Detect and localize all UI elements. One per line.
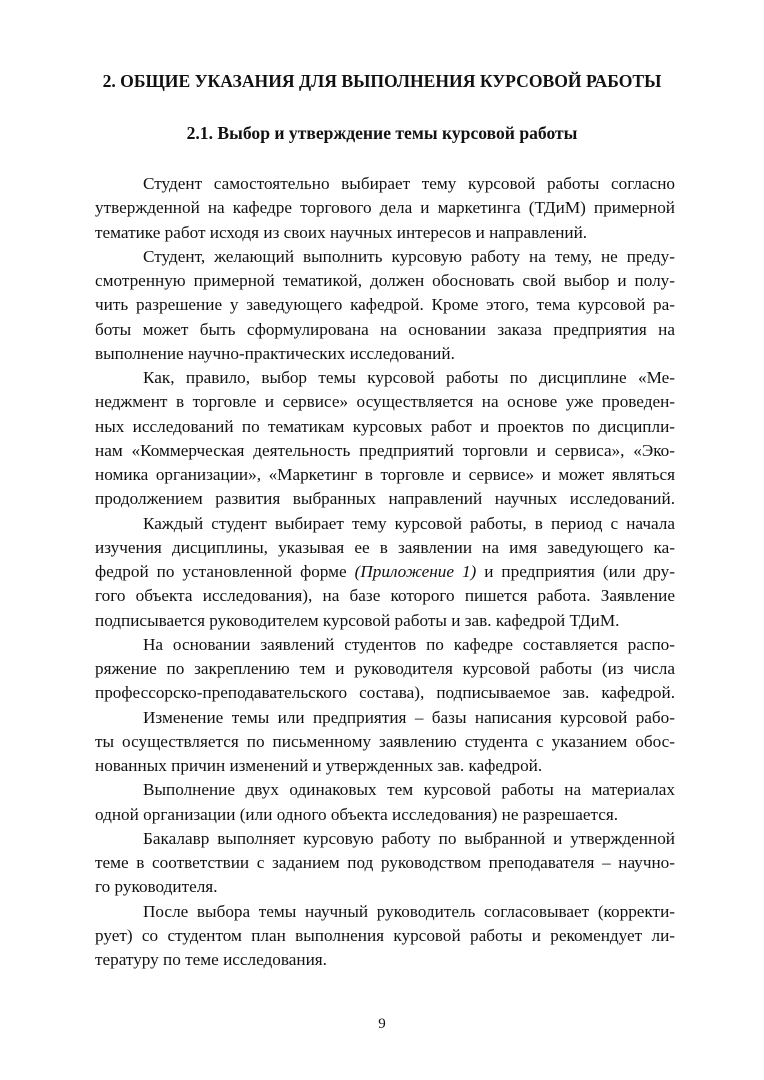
text-line: неджмент в торговле и сервисе» осуществляется на основе уже проведен- [95, 392, 675, 412]
paragraph-5 [95, 633, 675, 706]
section-title: 2.1. Выбор и утверждение темы курсовой работы [186, 123, 578, 143]
text-line: теме в соответствии с заданием под руководством преподавателя – научно- [95, 853, 675, 872]
text-line: профессорско-преподавательского состава), подписываемое зав. кафедрой. [95, 683, 675, 703]
text-line: На основании заявлений студентов по кафедре составляется распо- [143, 634, 675, 654]
text-line: одной организации (или одного объекта исследования) не разрешается. [95, 804, 619, 824]
paragraph-9 [95, 900, 675, 973]
text-line: тературу по теме исследования. [95, 950, 327, 969]
chapter-title: 2. ОБЩИЕ УКАЗАНИЯ ДЛЯ ВЫПОЛНЕНИЯ КУРСОВОЙ РАБОТЫ [102, 71, 662, 91]
text-line: Изменение темы или предприятия – базы написания курсовой рабо- [143, 707, 675, 727]
text-line: Как, правило, выбор темы курсовой работы по дисциплине «Ме- [143, 368, 675, 387]
text-line: После выбора темы научный руководитель согласовывает (корректи- [143, 901, 675, 921]
paragraph-3 [95, 366, 675, 512]
text-line: ных исследований по тематикам курсовых работ и проектов по дисципли- [95, 416, 675, 436]
text-line: боты может быть сформулирована на основании заказа предприятия на [95, 319, 675, 339]
text-line: номика организации», «Маркетинг в торговле и сервисе» и может являться [95, 465, 675, 484]
paragraph-6 [95, 706, 675, 779]
text-line: изучения дисциплины, указывая ее в заявлении на имя заведующего ка- [95, 537, 675, 557]
text-line: продолжением развития выбранных направлений научных исследований. [95, 489, 675, 509]
text-fragment: федрой по установленной форме [95, 562, 355, 581]
text-line: утвержденной на кафедре торгового дела и маркетинга (ТДиМ) примерной [95, 198, 675, 218]
text-line: го руководителя. [95, 877, 218, 897]
paragraph-1 [95, 172, 675, 245]
text-line: Бакалавр выполняет курсовую работу по выбранной и утвержденной [143, 828, 675, 848]
text-line: чить разрешение у заведующего кафедрой. Кроме этого, тема курсовой ра- [95, 295, 675, 315]
paragraph-2 [95, 245, 675, 366]
text-line: ты осуществляется по письменному заявлению студента с указанием обос- [95, 731, 675, 751]
text-line: рует) со студентом план выполнения курсовой работы и рекомендует ли- [95, 925, 675, 945]
body-text [95, 172, 675, 972]
text-fragment: и предприятия (или дру- [476, 562, 675, 581]
text-line: гого объекта исследования), на базе которого пишется работа. Заявление [95, 586, 675, 606]
text-line: нам «Коммерческая деятельность предприятий торговли и сервиса», «Эко- [95, 440, 675, 460]
appendix-reference: (Приложение 1) [354, 562, 477, 581]
text-line: нованных причин изменений и утвержденных зав. кафедрой. [95, 756, 543, 775]
text-line: смотренную примерной тематикой, должен обосновать свой выбор и полу- [95, 271, 675, 290]
paragraph-7 [95, 778, 675, 827]
text-line: тематике работ исходя из своих научных интересов и направлений. [95, 222, 588, 242]
text-line: выполнение научно-практических исследований. [95, 343, 455, 363]
text-line: Студент самостоятельно выбирает тему курсовой работы согласно [143, 174, 675, 193]
text-line: подписывается руководителем курсовой работы и зав. кафедрой ТДиМ. [95, 610, 620, 630]
text-line: Студент, желающий выполнить курсовую работу на тему, не преду- [143, 246, 675, 266]
paragraph-4 [95, 512, 675, 633]
text-line-with-reference [95, 560, 675, 584]
page-number: 9 [378, 1016, 386, 1032]
text-line: Каждый студент выбирает тему курсовой работы, в период с начала [143, 513, 675, 533]
text-line: ряжение по закреплению тем и руководителя курсовой работы (из числа [95, 659, 675, 678]
text-line: Выполнение двух одинаковых тем курсовой работы на материалах [143, 780, 675, 800]
paragraph-8 [95, 827, 675, 900]
